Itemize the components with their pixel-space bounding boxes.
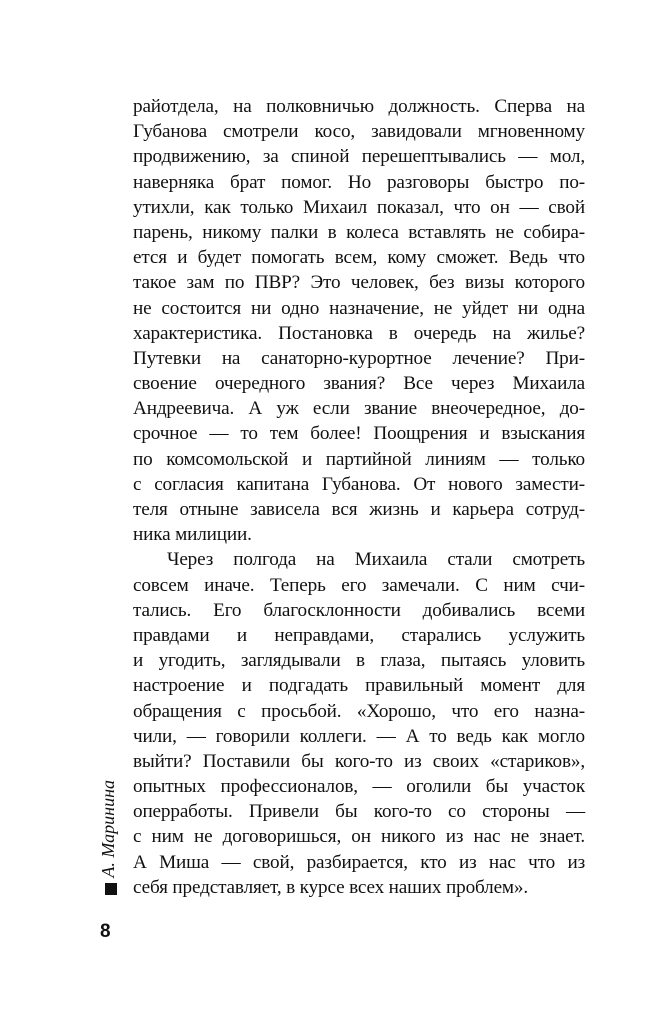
- paragraph: [133, 547, 585, 900]
- text-line: характеристика. Постановка в очередь на жилье?: [133, 322, 585, 344]
- text-line: с ним не договоришься, он никого из нас не знает.: [133, 826, 585, 848]
- text-line: не состоится ни одно назначение, не уйдет ни одна: [133, 297, 585, 319]
- margin-square-marker: [105, 883, 117, 895]
- text-line: парень, никому палки в колеса вставлять не собира-: [133, 221, 585, 243]
- text-line: своение очередного звания? Все через Михаила: [133, 373, 585, 395]
- text-line: обращения с просьбой. «Хорошо, что его назна-: [133, 700, 585, 722]
- text-line: райотдела, на полковничью должность. Сперва на: [133, 96, 585, 117]
- text-line: настроение и подгадать правильный момент для: [133, 675, 585, 697]
- text-line: Через полгода на Михаила стали смотреть: [167, 549, 585, 571]
- text-line: и угодить, заглядывали в глаза, пытаясь уловить: [133, 650, 585, 672]
- text-line: с согласия капитана Губанова. От нового замести-: [133, 473, 585, 495]
- text-line: правдами и неправдами, старались услужить: [133, 624, 585, 646]
- page-number: 8: [100, 921, 111, 942]
- text-line: опытных профессионалов, — оголили бы участок: [133, 776, 585, 798]
- text-line: наверняка брат помог. Но разговоры быстро по-: [133, 171, 585, 193]
- text-line: по комсомольской и партийной линиям — только: [133, 448, 585, 470]
- text-line: ника милиции.: [133, 524, 252, 546]
- text-line: продвижению, за спиной перешептывались — мол,: [133, 146, 585, 168]
- text-line: чили, — говорили коллеги. — А то ведь как могло: [133, 725, 585, 747]
- text-line: совсем иначе. Теперь его замечали. С ним счи-: [133, 574, 585, 596]
- text-line: Путевки на санаторно-курортное лечение? При-: [133, 347, 585, 369]
- text-line: выйти? Поставили бы кого-то из своих «стариков»,: [133, 750, 585, 772]
- text-line: А Миша — свой, разбирается, кто из нас что из: [133, 851, 585, 873]
- text-line: теля отныне зависела вся жизнь и карьера сотруд-: [133, 499, 585, 520]
- running-head-author: А. Маринина: [98, 780, 118, 878]
- text-line: Андреевича. А уж если звание внеочередное, до-: [133, 398, 585, 420]
- text-line: оперработы. Привели бы кого-то со стороны —: [133, 801, 585, 823]
- text-line: такое зам по ПВР? Это человек, без визы которого: [133, 272, 585, 294]
- paragraph: [133, 94, 585, 547]
- text-line: тались. Его благосклонности добивались всеми: [133, 599, 585, 621]
- text-line: Губанова смотрели косо, завидовали мгновенному: [133, 121, 585, 143]
- body-text: [133, 94, 585, 900]
- text-line: себя представляет, в курсе всех наших проблем».: [133, 876, 529, 898]
- text-line: утихли, как только Михаил показал, что он — свой: [133, 196, 585, 218]
- text-line: ется и будет помогать всем, кому сможет. Ведь что: [133, 247, 585, 269]
- text-line: срочное — то тем более! Поощрения и взыскания: [133, 423, 585, 445]
